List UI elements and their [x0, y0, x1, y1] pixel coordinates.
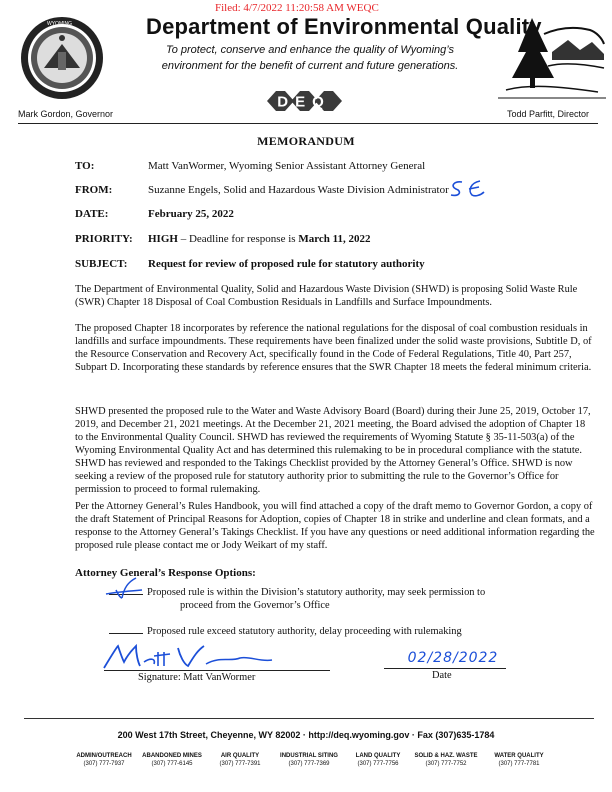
paragraph-2: The proposed Chapter 18 incorporates by reference the national regulations for the disposal of coal combustion residuals in landfills and surface impoundments. These requirements have been finalized under the solid waste provisions, Subtitle D, of the Resource Conservation and Recovery Act, specifically found in the Code of Federal Regulations, Title 40, Part 257, Subpart D. Incorporating these standards by reference ensures that the SWR Chapter 18 meets the federal minimum criteria.	[75, 323, 592, 373]
governor-name: Mark Gordon, Governor	[18, 109, 114, 119]
department-title: Department of Environmental Quality	[146, 14, 542, 39]
contact-admin-outreach: ADMIN/OUTREACH (307) 777-7937	[76, 753, 132, 767]
contact-air-quality: AIR QUALITY (307) 777-7391	[219, 753, 261, 767]
priority-label: PRIORITY:	[75, 233, 133, 245]
option-1	[109, 587, 485, 598]
signed-date: 02/28/2022	[407, 650, 499, 666]
deq-logo-text: DEQ	[277, 93, 331, 111]
response-options-heading: Attorney General’s Response Options:	[75, 567, 256, 579]
priority-deadline: March 11, 2022	[298, 233, 371, 245]
handwritten-signature	[100, 642, 320, 672]
from-value: Suzanne Engels, Solid and Hazardous Waste Division Administrator	[148, 184, 449, 196]
filed-stamp: Filed: 4/7/2022 11:20:58 AM WEQC	[215, 2, 379, 14]
option-1-line-1: Proposed rule is within the Division’s statutory authority, may seek permission to	[147, 587, 486, 598]
svg-text:WYOMING: WYOMING	[47, 21, 72, 27]
memo-title: MEMORANDUM	[257, 134, 355, 148]
priority-text: – Deadline for response is	[177, 233, 299, 245]
priority-high: HIGH	[148, 233, 178, 245]
contact-land-quality: LAND QUALITY (307) 777-7756	[355, 753, 401, 767]
contact-water-quality: WATER QUALITY (307) 777-7781	[494, 753, 544, 767]
signature-label: Signature: Matt VanWormer	[138, 672, 256, 683]
contact-solid-haz-waste: SOLID & HAZ. WASTE (307) 777-7752	[414, 753, 478, 767]
option-2-text: Proposed rule exceed statutory authority, delay proceeding with rulemaking	[147, 626, 462, 637]
deq-logo	[263, 88, 345, 114]
from-initials-signature	[448, 178, 488, 200]
option-2	[109, 626, 462, 637]
header-divider	[18, 123, 598, 124]
date-line	[384, 668, 506, 669]
signature-line	[104, 670, 330, 671]
option-1-checkmark	[104, 576, 144, 602]
mission-statement	[150, 42, 470, 74]
to-value: Matt VanWormer, Wyoming Senior Assistant Attorney General	[148, 160, 426, 172]
subject-label: SUBJECT:	[75, 258, 128, 270]
option-1-line-2: proceed from the Governor’s Office	[180, 600, 330, 611]
mission-line-1: To protect, conserve and enhance the quality of Wyoming’s	[165, 44, 454, 56]
paragraph-3: SHWD presented the proposed rule to the Water and Waste Advisory Board (Board) during their June 25, 2019, October 17, 2019, and December 21, 2021 meetings. At the December 21, 2021 meeting, the Board advised the adoption of Chapter 18 to the Environmental Quality Council. SHWD has reviewed the requirements of Wyoming Statute § 35-11-503(a) of the Wyoming Environmental Quality Act and has determined this rulemaking to be in procedural compliance with the statute. SHWD has reviewed and responded to the Takings Checklist provided by the Attorney General’s Office. SHWD is now seeking a review of the proposed rule for statutory authority prior to submitting the rule to the Governor’s Office for permission to proceed to formal rulemaking.	[75, 406, 591, 495]
contact-abandoned-mines: ABANDONED MINES (307) 777-6145	[142, 753, 202, 767]
contact-industrial-siting: INDUSTRIAL SITING (307) 777-7369	[280, 753, 338, 767]
priority-value	[148, 233, 371, 245]
to-label: TO:	[75, 160, 95, 172]
option-2-blank[interactable]	[109, 633, 143, 634]
footer-divider	[24, 718, 594, 719]
from-label: FROM:	[75, 184, 113, 196]
paragraph-1: The Department of Environmental Quality, Solid and Hazardous Waste Division (SHWD) is proposing Solid Waste Rule (SWR) Chapter 18 Disposal of Coal Combustion Residuals in Landfills and Surface Impoundments.	[75, 284, 578, 308]
date-value: February 25, 2022	[148, 208, 234, 220]
date-label: DATE:	[75, 208, 109, 220]
landscape-illustration	[498, 12, 606, 102]
subject-value: Request for review of proposed rule for statutory authority	[148, 258, 425, 270]
footer-address: 200 West 17th Street, Cheyenne, WY 82002 · http://deq.wyoming.gov · Fax (307)635-1784	[117, 730, 495, 740]
wyoming-state-seal	[20, 16, 104, 100]
paragraph-4: Per the Attorney General’s Rules Handbook, you will find attached a copy of the draft memo to Governor Gordon, a copy of the draft Statement of Principal Reasons for Adoption, copies of Chapter 18 in strike and underline and clean formats, and a response to the Attorney General’s Takings Checklist. If you have any questions or need additional information regarding the proposed rule please contact me or Jody Weikart of my staff.	[75, 501, 595, 551]
director-name: Todd Parfitt, Director	[507, 109, 590, 119]
mission-line-2: environment for the benefit of current and future generations.	[161, 60, 459, 72]
date-field-label: Date	[432, 670, 452, 681]
